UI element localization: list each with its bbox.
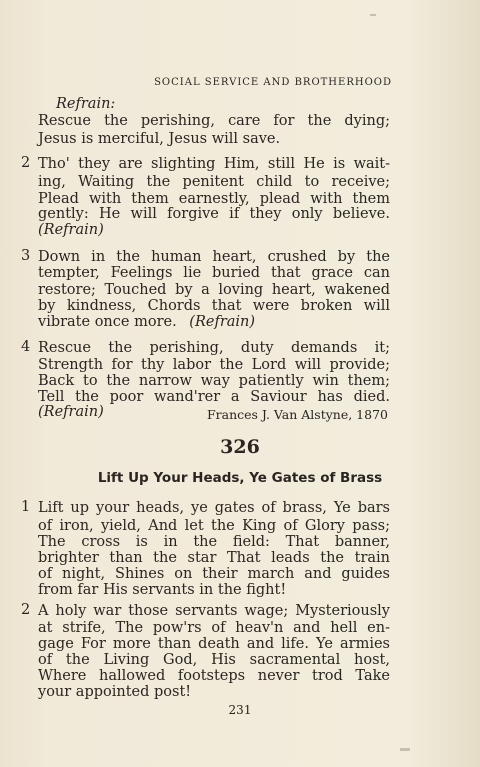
verse-line: Strength for thy labor the Lord will provide; [38, 357, 390, 373]
verse-line: of the Living God, His sacramental host, [38, 652, 390, 668]
verse-line: of night, Shines on their march and guides [38, 566, 390, 582]
hymn-title: Lift Up Your Heads, Ye Gates of Brass [97, 470, 383, 486]
author-credit: Frances J. Van Alstyne, 1870 [206, 407, 388, 422]
paper-speck [370, 14, 376, 16]
verse-line: Tell the poor wand'rer a Saviour has died. [38, 389, 390, 405]
verse-line: A holy war those servants wage; Mysteriously [38, 603, 390, 619]
verse-line: by kindness, Chords that were broken will [38, 298, 390, 314]
verse-line: your appointed post! [38, 684, 192, 700]
verse-line: Back to the narrow way patiently win them; [38, 373, 390, 389]
verse-line: Lift up your heads, ye gates of brass, Ye bars [38, 500, 390, 516]
verse-number: 1 [21, 499, 31, 515]
verse-line: gently: He will forgive if they only believe. [38, 206, 390, 222]
verse-line: Plead with them earnestly, plead with them [38, 191, 390, 207]
refrain-label: Refrain: [56, 96, 116, 112]
refrain-marker: (Refrain) [189, 314, 256, 330]
verse-line: Tho' they are slighting Him, still He is wait- [38, 156, 390, 172]
verse-line: tempter, Feelings lie buried that grace can [38, 265, 390, 281]
verse-number: 4 [21, 339, 31, 355]
verse-line: gage For more than death and life. Ye armies [38, 636, 390, 652]
page-number: 231 [228, 703, 252, 717]
verse-line: Rescue the perishing, duty demands it; [38, 340, 390, 356]
verse-number: 2 [21, 155, 31, 171]
verse-line: restore; Touched by a loving heart, wakened [38, 282, 390, 298]
running-header: SOCIAL SERVICE AND BROTHERHOOD [154, 77, 392, 88]
verse-line: at strife, The pow'rs of heav'n and hell en- [38, 620, 390, 636]
verse-number: 3 [21, 248, 31, 264]
verse-line: Down in the human heart, crushed by the [38, 249, 390, 265]
verse-line: brighter than the star That leads the train [38, 550, 390, 566]
hymn-number: 326 [220, 436, 260, 458]
verse-line: from far His servants in the fight! [38, 582, 287, 598]
verse-line: Where hallowed footsteps never trod Take [38, 668, 390, 684]
verse-line: ing, Waiting the penitent child to receive; [38, 174, 390, 190]
refrain-line: Jesus is merciful, Jesus will save. [38, 131, 281, 147]
verse-number: 2 [21, 602, 31, 618]
refrain-marker: (Refrain) [38, 404, 104, 420]
refrain-line: Rescue the perishing, care for the dying; [38, 113, 390, 129]
refrain-marker: (Refrain) [38, 222, 104, 238]
verse-line: The cross is in the field: That banner, [38, 534, 390, 550]
verse-line-with-refrain [38, 313, 390, 331]
paper-speck [400, 748, 410, 751]
verse-line: of iron, yield, And let the King of Glory pass; [38, 518, 390, 534]
verse-line: vibrate once more. [38, 314, 177, 330]
